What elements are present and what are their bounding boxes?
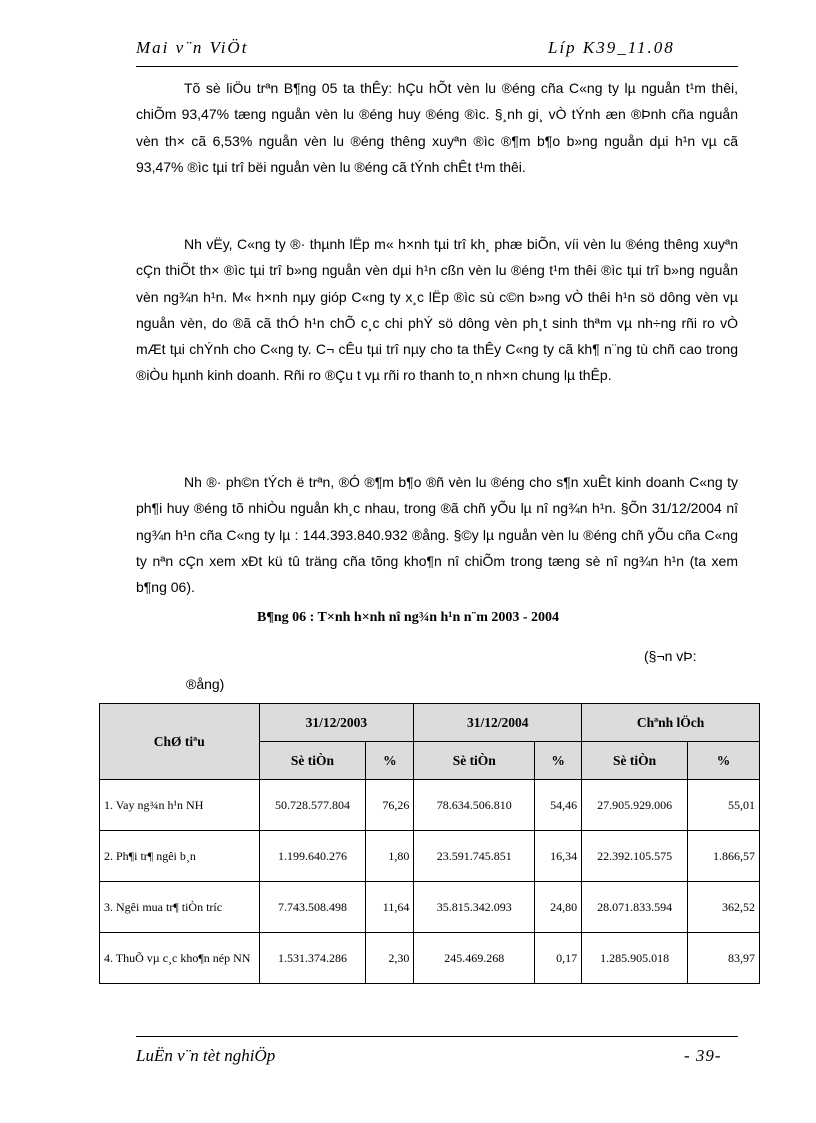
footer-title: LuËn v¨n tèt nghiÖp bbox=[136, 1046, 276, 1065]
header-2003: 31/12/2003 bbox=[259, 704, 414, 742]
row-label: 3. Ngêi mua tr¶ tiÒn tríc bbox=[100, 882, 260, 933]
amount-diff: 22.392.105.575 bbox=[582, 831, 688, 882]
header-criteria: ChØ tiªu bbox=[100, 704, 260, 780]
header-difference: Chªnh lÖch bbox=[582, 704, 760, 742]
paragraph-2: Nh vËy, C«ng ty ®· thµnh lËp m« h×nh tµi trî kh¸ phæ biÕn, víi vèn lu ®éng thêng xuyªn cÇn thiÕt th× ®ìc tµi trî b»ng nguån vèn dµi h¹n cßn vèn lu ®éng t¹m thêi ®ìc tµi trî b»ng nguån vèn ng¾n h¹n. M« h×nh nµy gióp C«ng ty x¸c lËp ®ìc sù c©n b»ng vÒ thêi h¹n sö dông vèn vµ nguån vèn, do ®ã cã thÓ h¹n chÕ c¸c chi phÝ sö dông vèn ph¸t sinh thªm vµ nh÷ng rñi ro vÒ mÆt tµi chÝnh cho C«ng ty. C¬ cÊu tµi trî nµy cho ta thÊy C«ng ty cã kh¶ n¨ng tù chñ cao trong ®iÒu hµnh kinh doanh. Rñi ro ®Çu t vµ rñi ro thanh to¸n nh×n chung lµ thÊp. bbox=[136, 236, 738, 384]
header-author: Mai v¨n ViÖt bbox=[136, 38, 249, 57]
table-unit-label: (§¬n vÞ: bbox=[644, 648, 697, 664]
footer-divider bbox=[136, 1036, 738, 1037]
amount-2003: 1.531.374.286 bbox=[259, 933, 366, 984]
amount-2003: 1.199.640.276 bbox=[259, 831, 366, 882]
subheader-amount-diff: Sè tiÒn bbox=[582, 742, 688, 780]
pct-2004: 16,34 bbox=[535, 831, 582, 882]
header-divider bbox=[136, 66, 738, 67]
pct-2003: 1,80 bbox=[366, 831, 414, 882]
table-row bbox=[100, 831, 760, 882]
table-title: B¶ng 06 : T×nh h×nh nî ng¾n h¹n n¨m 2003 - 2004 bbox=[256, 610, 560, 625]
paragraph-3: Nh ®· ph©n tÝch ë trªn, ®Ó ®¶m b¶o ®ñ vèn lu ®éng cho s¶n xuÊt kinh doanh C«ng ty ph¶i huy ®éng tõ nhiÒu nguån kh¸c nhau, trong ®ã chñ yÕu lµ nî ng¾n h¹n. §Õn 31/12/2004 nî ng¾n h¹n cña C«ng ty lµ : 144.393.840.932 ®ång. §©y lµ nguån vèn lu ®éng chñ yÕu cña C«ng ty nªn cÇn xem xÐt kü tû träng cña tõng kho¶n nî chiÕm trong tæng sè nî ng¾n h¹n (ta xem b¶ng 06). bbox=[136, 474, 738, 596]
pct-2004: 54,46 bbox=[535, 780, 582, 831]
pct-2003: 11,64 bbox=[366, 882, 414, 933]
row-label: 1. Vay ng¾n h¹n NH bbox=[100, 780, 260, 831]
pct-2003: 2,30 bbox=[366, 933, 414, 984]
pct-2003: 76,26 bbox=[366, 780, 414, 831]
paragraph-1: Tõ sè liÖu trªn B¶ng 05 ta thÊy: hÇu hÕt vèn lu ®éng cña C«ng ty lµ nguån t¹m thêi, chiÕm 93,47% tæng nguån vèn lu ®éng huy ®éng ®ìc. §¸nh gi¸ vÒ tÝnh æn ®Þnh cña nguån vèn th× cã 6,53% nguån vèn lu ®éng thêng xuyªn ®ìc ®¶m b¶o b»ng nguån dµi h¹n vµ cã 93,47% ®ìc tµi trî bëi nguån vèn lu ®éng cã tÝnh chÊt t¹m thêi. bbox=[136, 80, 738, 175]
amount-diff: 1.285.905.018 bbox=[582, 933, 688, 984]
subheader-pct-diff: % bbox=[688, 742, 760, 780]
pct-2004: 0,17 bbox=[535, 933, 582, 984]
amount-2004: 35.815.342.093 bbox=[414, 882, 535, 933]
amount-diff: 27.905.929.006 bbox=[582, 780, 688, 831]
subheader-pct-2004: % bbox=[535, 742, 582, 780]
table-row bbox=[100, 933, 760, 984]
table-unit-value: ®ång) bbox=[186, 676, 225, 692]
pct-2004: 24,80 bbox=[535, 882, 582, 933]
header-2004: 31/12/2004 bbox=[414, 704, 582, 742]
table-row bbox=[100, 882, 760, 933]
pct-diff: 1.866,57 bbox=[688, 831, 760, 882]
pct-diff: 83,97 bbox=[688, 933, 760, 984]
page-number: - 39- bbox=[684, 1046, 722, 1065]
table-row bbox=[100, 780, 760, 831]
row-label: 2. Ph¶i tr¶ ngêi b¸n bbox=[100, 831, 260, 882]
amount-2004: 245.469.268 bbox=[414, 933, 535, 984]
amount-diff: 28.071.833.594 bbox=[582, 882, 688, 933]
row-label: 4. ThuÕ vµ c¸c kho¶n nép NN bbox=[100, 933, 260, 984]
pct-diff: 55,01 bbox=[688, 780, 760, 831]
header-class: Líp K39_11.08 bbox=[548, 38, 675, 57]
subheader-amount-2003: Sè tiÒn bbox=[259, 742, 366, 780]
amount-2003: 7.743.508.498 bbox=[259, 882, 366, 933]
amount-2004: 23.591.745.851 bbox=[414, 831, 535, 882]
subheader-pct-2003: % bbox=[366, 742, 414, 780]
amount-2004: 78.634.506.810 bbox=[414, 780, 535, 831]
short-term-debt-table bbox=[99, 703, 760, 984]
subheader-amount-2004: Sè tiÒn bbox=[414, 742, 535, 780]
amount-2003: 50.728.577.804 bbox=[259, 780, 366, 831]
pct-diff: 362,52 bbox=[688, 882, 760, 933]
